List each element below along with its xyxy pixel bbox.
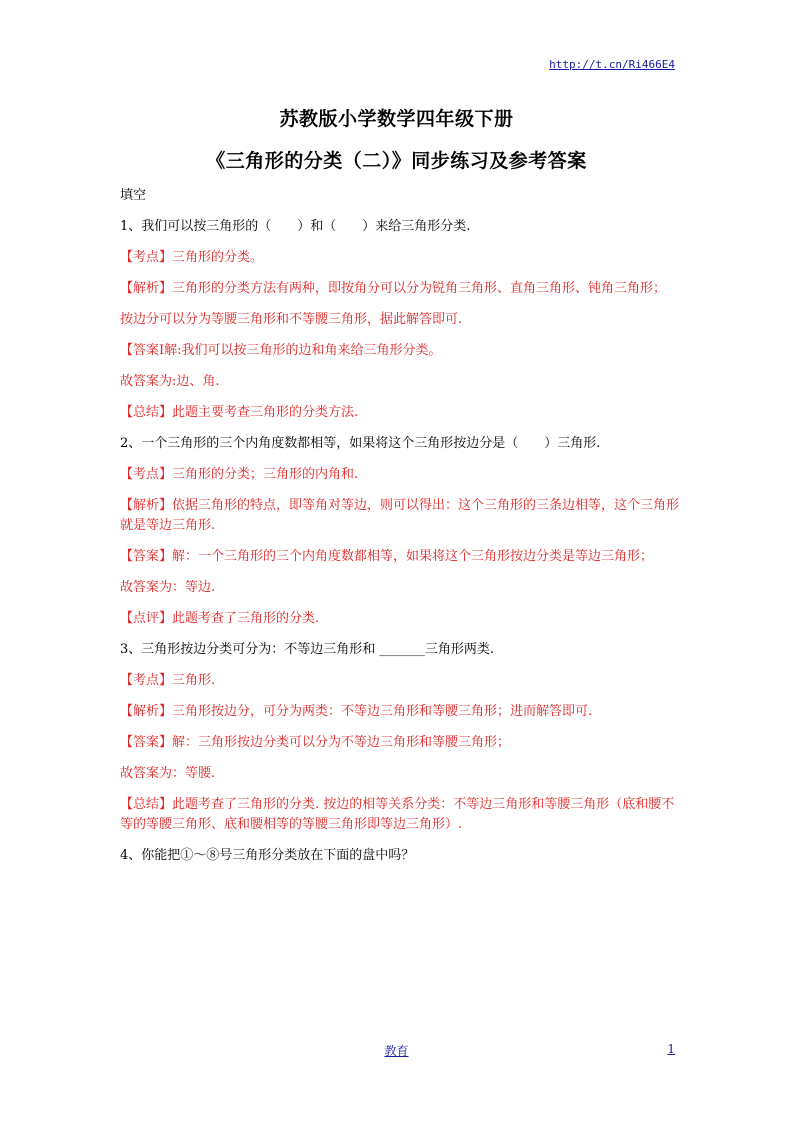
document-title: 苏教版小学数学四年级下册 [279, 108, 514, 130]
document-body [120, 186, 680, 877]
q3-kaodian: 【考点】三角形. [120, 673, 216, 688]
q1-daan: 【答案Ⅰ解:我们可以按三角形的边和角来给三角形分类。 [120, 343, 442, 358]
q1-zongjie: 【总结】此题主要考查三角形的分类方法. [120, 405, 359, 420]
q3-zongjie: 【总结】此题考查了三角形的分类. 按边的相等关系分类：不等边三角形和等腰三角形（底和腰不等的等腰三角形、底和腰相等的等腰三角形即等边三角形）. [120, 797, 675, 832]
q2-daan-cont: 故答案为：等边. [120, 580, 216, 595]
q2-dianping: 【点评】此题考查了三角形的分类. [120, 611, 320, 626]
page-number: 1 [667, 1042, 675, 1056]
q2-daan: 【答案】解：一个三角形的三个内角度数都相等，如果将这个三角形按边分类是等边三角形； [120, 549, 654, 564]
q3-daan-cont: 故答案为：等腰. [120, 766, 216, 781]
section-heading: 填空 [120, 188, 147, 203]
q3-jiexi: 【解析】三角形按边分，可分为两类：不等边三角形和等腰三角形；进而解答即可. [120, 704, 593, 719]
question-3: 3、三角形按边分类可分为：不等边三角形和 _______三角形两类. [120, 642, 495, 657]
q1-jiexi: 【解析】三角形的分类方法有两种，即按角分可以分为锐角三角形、直角三角形、钝角三角形； [120, 281, 667, 296]
q1-kaodian: 【考点】三角形的分类。 [120, 250, 264, 265]
q1-jiexi-cont: 按边分可以分为等腰三角形和不等腰三角形，据此解答即可. [120, 312, 463, 327]
q1-daan-cont: 故答案为:边、角. [120, 374, 220, 389]
question-4: 4、你能把①～⑧号三角形分类放在下面的盘中吗？ [120, 848, 415, 863]
q2-jiexi: 【解析】依据三角形的特点，即等角对等边，则可以得出：这个三角形的三条边相等，这个三角形就是等边三角形. [120, 498, 680, 533]
header-link[interactable]: http://t.cn/Ri466E4 [549, 58, 675, 71]
document-subtitle: 《三角形的分类（二）》同步练习及参考答案 [206, 150, 587, 172]
footer-link[interactable]: 教育 [384, 1044, 409, 1058]
q2-kaodian: 【考点】三角形的分类；三角形的内角和. [120, 467, 359, 482]
question-2: 2、一个三角形的三个内角度数都相等，如果将这个三角形按边分是（ ）三角形. [120, 436, 601, 451]
question-1: 1、我们可以按三角形的（ ）和（ ）来给三角形分类. [120, 219, 471, 234]
q3-daan: 【答案】解：三角形按边分类可以分为不等边三角形和等腰三角形； [120, 735, 511, 750]
